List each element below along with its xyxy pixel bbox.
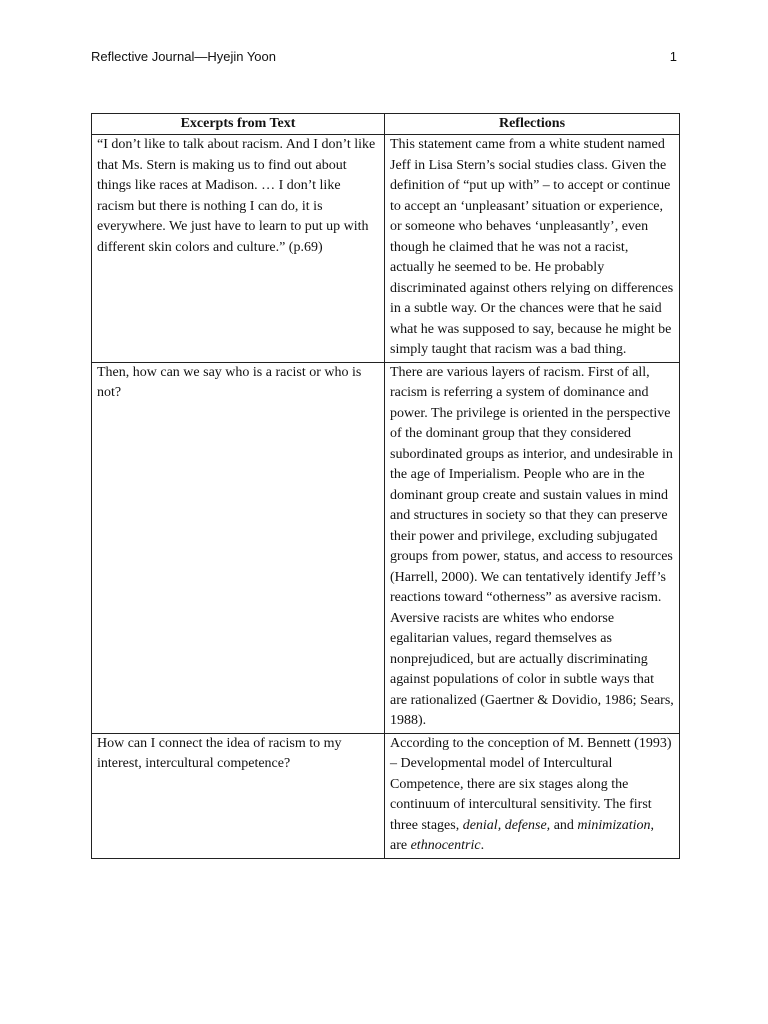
- reflection-cell: [385, 362, 680, 733]
- column-header-reflections: Reflections: [385, 114, 680, 135]
- stage-minimization: minimization: [577, 817, 651, 833]
- reflection-are: , are: [390, 817, 655, 853]
- reflection-text: [390, 736, 671, 854]
- page-header: [91, 47, 679, 67]
- reflection-period: .: [480, 838, 485, 853]
- excerpt-cell: [92, 135, 385, 363]
- page-number: 1: [669, 49, 677, 64]
- reflection-intro: According to the conception of M. Bennett (1993) – Developmental model of Intercultural Competence, there are six stages along the continuum of intercultural sensitivity. The first three stages,: [390, 735, 672, 833]
- table-header-row: [92, 114, 680, 135]
- excerpt-cell: [92, 362, 385, 733]
- table-row: [92, 135, 680, 363]
- stage-denial: denial,: [462, 817, 502, 833]
- reflection-cell: [385, 135, 680, 363]
- excerpt-text: Then, how can we say who is a racist or who is not?: [97, 364, 362, 400]
- table-row: [92, 733, 680, 858]
- column-header-excerpts: Excerpts from Text: [92, 114, 385, 135]
- reflection-text: There are various layers of racism. First of all, racism is referring a system of dominance and power. The privilege is oriented in the perspective of the dominant group that they considered subordinated groups as interior, and undesirable in the age of Imperialism. People who are in the dominant group create and sustain values in mind and structures in society so that they can preserve their power and privilege, excluding subjugated groups from power, status, and access to resources (Harrell, 2000). We can tentatively identify Jeff’s reactions toward “otherness” as aversive racism. Aversive racists are whites who endorse egalitarian values, regard themselves as nonprejudiced, but are actually discriminating against populations of color in subtle ways that are rationalized (Gaertner & Dovidio, 1986; Sears, 1988).: [390, 364, 674, 728]
- reflection-text: This statement came from a white student named Jeff in Lisa Stern’s social studies class. Given the definition of “put up with” – to accept or continue to accept an ‘unpleasant’ situation or experience, or someone who behaves ‘unpleasantly’, even though he claimed that he was not a racist, actually he seemed to be. He probably discriminated against others relying on differences in a subtle way. Or the chances were that he said what he was supposed to say, because he might be simply taught that racism was a bad thing.: [390, 137, 674, 357]
- stage-defense: defense,: [504, 817, 551, 833]
- reflection-and: and: [550, 817, 578, 833]
- excerpt-text: How can I connect the idea of racism to my interest, intercultural competence?: [97, 735, 342, 771]
- excerpt-cell: [92, 733, 385, 858]
- journal-table: [91, 113, 680, 859]
- document-title: Reflective Journal—Hyejin Yoon: [91, 49, 276, 64]
- ethnocentric-term: ethnocentric: [410, 838, 481, 853]
- table-row: [92, 362, 680, 733]
- reflection-cell: [385, 733, 680, 858]
- excerpt-text: “I don’t like to talk about racism. And I don’t like that Ms. Stern is making us to find out about things like races at Madison. … I don’t like racism but there is nothing I can do, it is everywhere. We just have to learn to put up with different skin colors and culture.” (p.69): [97, 137, 376, 255]
